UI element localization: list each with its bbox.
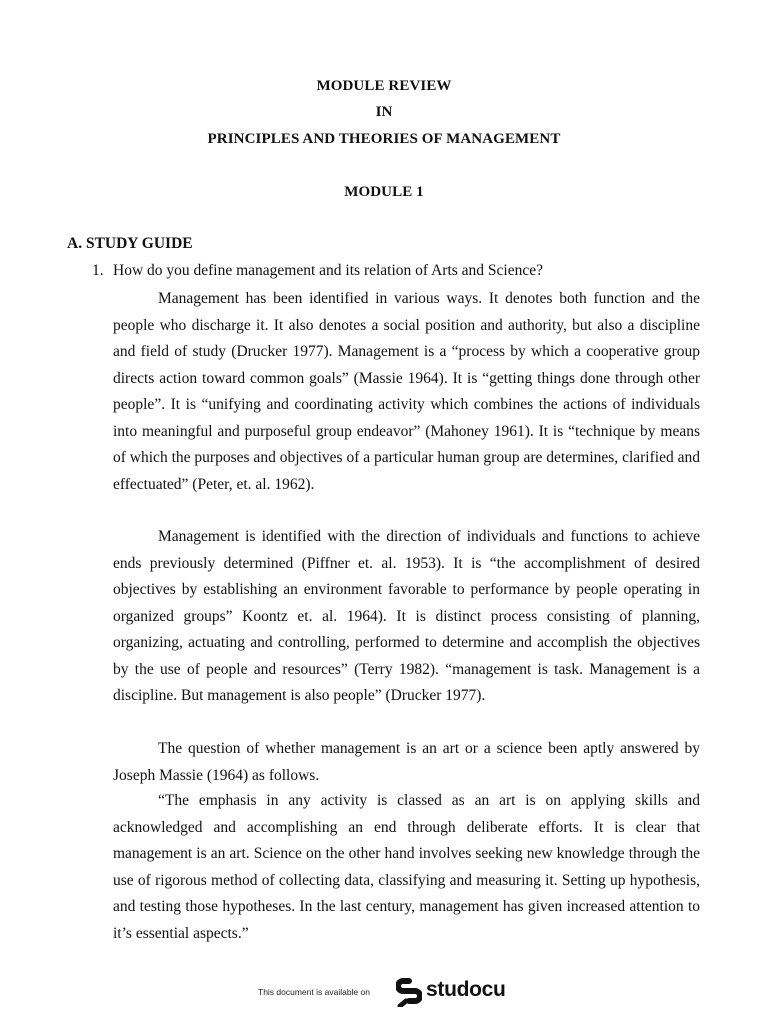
section-title: A. STUDY GUIDE [67, 235, 193, 252]
document-title: MODULE REVIEW [316, 78, 452, 94]
document-title-connector: IN [375, 104, 393, 120]
body-paragraph: Management has been identified in various ways. It denotes both function and the people who discharge it. It also denotes a social position and authority, but also a discipline and field of study (Drucker 1977). Management is a “process by which a cooperative group directs action toward common goals” (Massie 1964). It is “getting things done through other people”. It is “unifying and coordinating activity which combines the actions of individuals into meaningful and purposeful group endeavor” (Mahoney 1961). It is “technique by means of which the purposes and objectives of a particular human group are determines, clarified and effectuated” (Peter, et. al. 1962). [113, 290, 700, 493]
body-paragraph: The question of whether management is an art or a science been aptly answered by Joseph Massie (1964) as follows. [113, 740, 700, 784]
footer [0, 975, 768, 1011]
body-paragraph: “The emphasis in any activity is classed as an art is on applying skills and acknowledged and accomplishing an end through deliberate efforts. It is clear that management is an art. Science on the other hand involves seeking new knowledge through the use of rigorous method of collecting data, classifying and measuring it. Setting up hypothesis, and testing those hypotheses. In the last century, management has given increased attention to it’s essential aspects.” [113, 792, 700, 942]
document-subject: PRINCIPLES AND THEORIES OF MANAGEMENT [207, 131, 561, 147]
question-text: How do you define management and its relation of Arts and Science? [113, 262, 543, 279]
body-paragraph: Management is identified with the direction of individuals and functions to achieve ends previously determined (Piffner et. al. 1953). It is “the accomplishment of desired objectives by establishing an environment favorable to performance by people operating in organized groups” Koontz et. al. 1964). It is distinct process consisting of planning, organizing, actuating and controlling, performed to determine and accomplish the objectives by the use of people and resources” (Terry 1982). “management is task. Management is a discipline. But management is also people” (Drucker 1977). [113, 528, 700, 704]
question-number: 1. [92, 262, 104, 279]
module-heading: MODULE 1 [344, 184, 424, 200]
studocu-brand-link[interactable]: studocu [426, 978, 506, 1001]
studocu-logo-icon[interactable] [396, 977, 422, 1012]
question-item [92, 262, 543, 280]
footer-availability-note: This document is available on [258, 987, 370, 997]
